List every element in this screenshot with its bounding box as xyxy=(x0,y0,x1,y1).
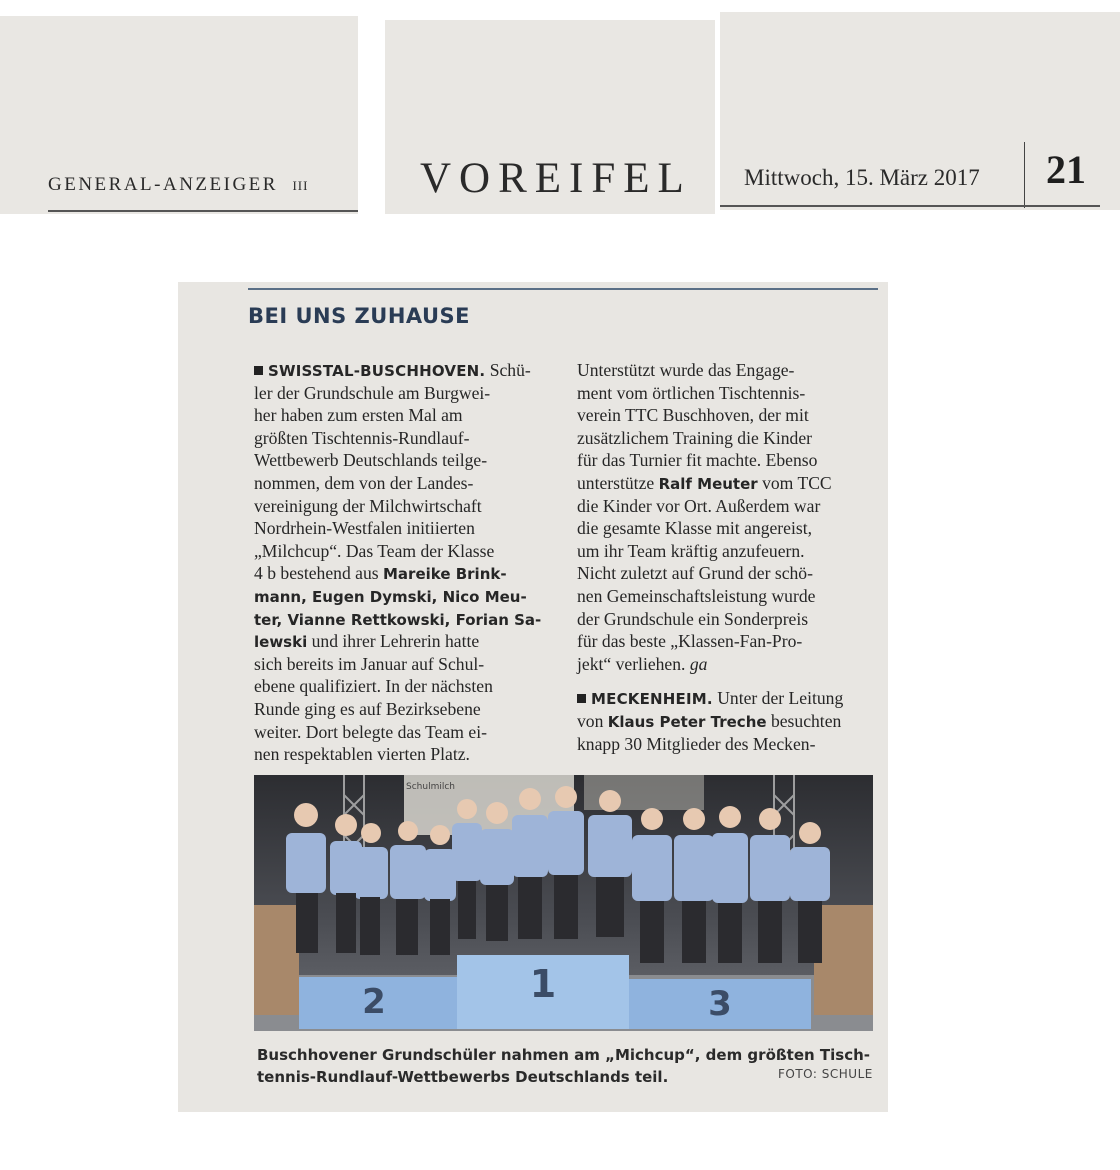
col1-line: nen respektablen vierten Platz. xyxy=(254,744,470,765)
photo-credit: FOTO: SCHULE xyxy=(778,1067,873,1081)
col2-line: nen Gemeinschaftsleistung wurde xyxy=(577,585,816,606)
text-run: besuchten xyxy=(766,710,842,731)
text-run: jekt“ verliehen. xyxy=(577,653,690,674)
dateline: MECKENHEIM. xyxy=(591,690,713,709)
col1-line xyxy=(254,608,544,631)
text-run: unterstütze xyxy=(577,472,659,493)
person-name: Ralf Meuter xyxy=(658,474,758,493)
text-run: Schü- xyxy=(485,360,531,380)
col1-line: größten Tischtennis-Rundlauf- xyxy=(254,427,470,448)
col1-line: vereinigung der Milchwirtschaft xyxy=(254,495,482,516)
col2-line: der Grundschule ein Sonderpreis xyxy=(577,608,809,629)
edition-mark: III xyxy=(292,178,309,193)
col2-line: um ihr Team kräftig anzufeuern. xyxy=(577,540,805,561)
text-run: und ihrer Lehrerin hatte xyxy=(307,631,480,652)
col2-line: knapp 30 Mitglieder des Mecken- xyxy=(577,733,816,754)
col1-line: her haben zum ersten Mal am xyxy=(254,405,463,426)
col2-line xyxy=(577,472,867,495)
col1-line: Runde ging es auf Bezirksebene xyxy=(254,698,481,719)
person-name: mann, Eugen Dymski, Nico Meu- xyxy=(254,587,527,606)
header-divider xyxy=(1024,142,1025,208)
section-title: VOREIFEL xyxy=(420,155,692,202)
article-top-rule xyxy=(248,288,878,290)
dateline: SWISSTAL-BUSCHHOVEN. xyxy=(268,362,486,380)
col2-line: ment vom örtlichen Tischtennis- xyxy=(577,382,806,403)
podium-number-3: 3 xyxy=(708,984,732,1024)
col2-line: die gesamte Klasse mit angereist, xyxy=(577,518,812,539)
caption-line-2: tennis-Rundlauf-Wettbewerbs Deutschlands teil. xyxy=(257,1068,669,1086)
col1-line xyxy=(254,585,544,608)
col1-line xyxy=(254,630,544,653)
person-name: lewski xyxy=(254,633,308,652)
header-rule-left xyxy=(48,210,358,212)
col1-line: „Milchcup“. Das Team der Klasse xyxy=(254,540,495,561)
podium-number-2: 2 xyxy=(362,982,386,1022)
bullet-square xyxy=(577,694,586,703)
photo-caption xyxy=(257,1044,877,1088)
col2-line: Nicht zuletzt auf Grund der schö- xyxy=(577,563,813,584)
text-run: Unter der Leitung xyxy=(712,688,844,709)
col1-line xyxy=(254,562,544,585)
col1-line xyxy=(254,359,544,382)
person-name: Mareike Brink- xyxy=(383,565,507,584)
col2-line xyxy=(577,687,867,710)
col1-line: Wettbewerb Deutschlands teilge- xyxy=(254,450,488,471)
col2-line: für das beste „Klassen-Fan-Pro- xyxy=(577,631,803,652)
article-column-1 xyxy=(254,359,544,766)
bullet-square xyxy=(254,366,263,375)
col2-line xyxy=(577,653,867,676)
col1-line: nommen, dem von der Landes- xyxy=(254,472,474,493)
issue-date: Mittwoch, 15. März 2017 xyxy=(744,165,980,190)
header-rule-right xyxy=(720,205,1100,207)
col2-line: Unterstützt wurde das Engage- xyxy=(577,360,795,380)
col2-line: die Kinder vor Ort. Außerdem war xyxy=(577,495,821,516)
text-run: von xyxy=(577,710,608,731)
col1-line: sich bereits im Januar auf Schul- xyxy=(254,653,485,674)
paragraph-gap xyxy=(577,675,867,687)
text-run: 4 b bestehend aus xyxy=(254,563,383,584)
newspaper-name: GENERAL-ANZEIGER III xyxy=(48,174,309,195)
col2-line: zusätzlichem Training die Kinder xyxy=(577,427,813,448)
article-kicker: BEI UNS ZUHAUSE xyxy=(248,304,471,328)
col1-line: ler der Grundschule am Burgwei- xyxy=(254,382,491,403)
col2-line: verein TTC Buschhoven, der mit xyxy=(577,405,809,426)
person-name: ter, Vianne Rettkowski, Forian Sa- xyxy=(254,610,542,629)
col2-line: für das Turnier fit machte. Ebenso xyxy=(577,450,818,471)
col1-line: ebene qualifiziert. In der nächsten xyxy=(254,676,493,697)
col2-line xyxy=(577,710,867,733)
col1-line: Nordrhein-Westfalen initiierten xyxy=(254,518,475,539)
person-name: Klaus Peter Treche xyxy=(607,712,767,731)
col1-line: weiter. Dort belegte das Team ei- xyxy=(254,721,487,742)
text-run: vom TCC xyxy=(757,472,832,493)
article-photo xyxy=(254,775,873,1031)
caption-line-1: Buschhovener Grundschüler nahmen am „Michcup“, dem größten Tisch- xyxy=(257,1046,871,1064)
podium-number-1: 1 xyxy=(529,962,557,1006)
page-number: 21 xyxy=(1046,147,1086,192)
article-column-2 xyxy=(577,359,867,755)
photo-banner-text: Schulmilch xyxy=(406,782,455,792)
author-initials: ga xyxy=(689,653,708,674)
